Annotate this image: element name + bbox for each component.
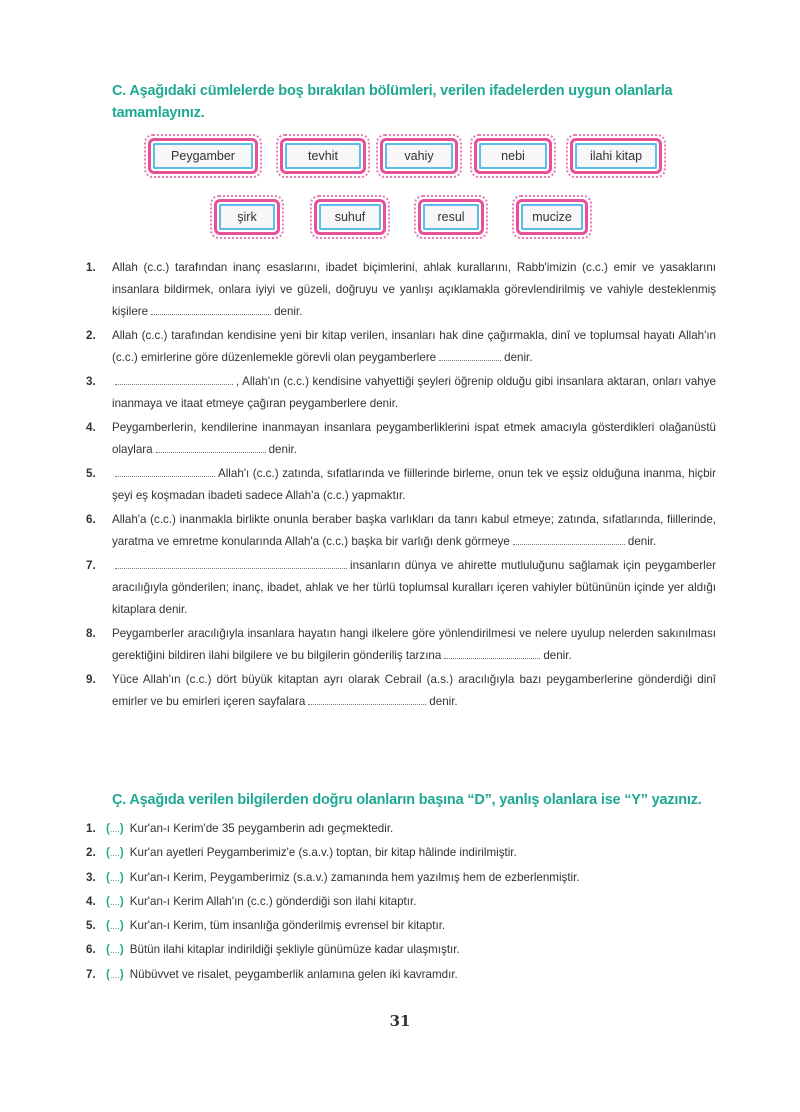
fill-in-item [86, 417, 716, 461]
item-number: 2. [86, 846, 96, 860]
true-false-item [86, 914, 716, 938]
answer-dots: .... [109, 945, 120, 956]
answer-slot[interactable] [106, 919, 124, 932]
section-cc-title: Ç. Aşağıda verilen bilgilerden doğru olanların başına “D”, yanlış olanlara ise “Y” yazınız. [112, 792, 702, 808]
statement-text: Kur'an-ı Kerim Allah'ın (c.c.) gönderdiği son ilahi kitaptır. [129, 894, 417, 908]
item-text-after: denir. [504, 351, 533, 364]
word-box [570, 138, 662, 174]
true-false-item [86, 890, 716, 914]
item-text-before: Allah'a (c.c.) inanmakla birlikte onunla beraber başka varlıkları da tanrı kabul etmeye; zatında, sıfatlarında, fiillerinde, yaratma ve emretme konularında Allah'a (c.c.) başka bir varlığı denk görmeye [112, 513, 716, 548]
word-label: ilahi kitap [589, 149, 643, 163]
answer-dots: .... [109, 848, 120, 859]
answer-slot[interactable] [106, 822, 124, 835]
answer-blank[interactable] [156, 443, 266, 453]
item-text-before: Peygamberlerin, kendilerine inanmayan insanlara peygamberliklerini ispat etmek amacıyla gösterdikleri olağanüstü olaylara [112, 421, 716, 456]
statement-text: Bütün ilahi kitaplar indirildiği şekliyle günümüze kadar ulaşmıştır. [129, 943, 460, 957]
true-false-list [86, 817, 716, 987]
statement-text: Kur'an ayetleri Peygamberimiz'e (s.a.v.) toptan, bir kitap hâlinde indirilmiştir. [129, 846, 517, 860]
statement-text: Kur'an-ı Kerim, Peygamberimiz (s.a.v.) zamanında hem yazılmış hem de ezberlenmiştir. [129, 870, 580, 884]
open-paren: ( [106, 894, 110, 908]
page-number: 31 [389, 1012, 411, 1030]
answer-dots: .... [109, 824, 120, 834]
item-text-after: denir. [627, 535, 657, 548]
true-false-item [86, 938, 716, 962]
word-label: nebi [501, 149, 525, 163]
answer-blank[interactable] [444, 649, 540, 659]
item-text-after: denir. [268, 443, 297, 456]
answer-blank[interactable] [151, 305, 271, 315]
fill-in-item [86, 371, 716, 415]
item-text-after: Allah'ı (c.c.) zatında, sıfatlarında ve fiillerinde birleme, onun tek ve eşsiz olduğuna inanma, hiçbir şeyi eş koşmadan ibadeti sadece Allah'a (c.c.) yapmaktır. [112, 467, 716, 502]
fill-in-item [86, 257, 716, 323]
close-paren: ) [119, 943, 124, 957]
word-label: Peygamber [171, 149, 235, 163]
answer-blank[interactable] [115, 375, 233, 385]
open-paren: ( [106, 919, 110, 933]
answer-slot[interactable] [106, 871, 124, 884]
true-false-item [86, 841, 716, 865]
close-paren: ) [119, 894, 124, 908]
item-number: 3. [86, 375, 96, 388]
item-text-before: Allah (c.c.) tarafından kendisine yeni bir kitap verilen, insanları hak dine çağırmakla, dinî ve toplumsal hayatı Allah'ın (c.c.) emirlerine göre düzenlemekle görevli olan peygamberlere [112, 329, 716, 364]
item-number: 7. [86, 967, 96, 981]
word-box [474, 138, 552, 174]
close-paren: ) [119, 967, 124, 981]
statement-text: Kur'an-ı Kerim'de 35 peygamberin adı geçmektedir. [129, 822, 394, 835]
item-number: 1. [86, 822, 96, 835]
item-number: 1. [86, 261, 96, 274]
word-box [148, 138, 258, 174]
word-box [516, 199, 588, 235]
fill-in-item [86, 463, 716, 507]
answer-slot[interactable] [106, 968, 124, 981]
statement-text: Kur'an-ı Kerim, tüm insanlığa gönderilmiş evrensel bir kitaptır. [129, 919, 446, 933]
close-paren: ) [119, 846, 124, 860]
item-number: 9. [86, 673, 96, 686]
open-paren: ( [106, 846, 110, 860]
answer-blank[interactable] [513, 535, 625, 545]
answer-dots: .... [109, 872, 120, 883]
item-text-before: Yüce Allah'ın (c.c.) dört büyük kitaptan ayrı olarak Cebrail (a.s.) aracılığıyla bazı peygamberlerine gönderdiği dinî emirler ve bu emirleri içeren sayfalara [112, 673, 716, 708]
answer-dots: .... [109, 896, 120, 907]
open-paren: ( [106, 943, 110, 957]
word-label: resul [437, 210, 465, 224]
word-box [214, 199, 280, 235]
item-text-after: insanların dünya ve ahirette mutluluğunu sağlamak için peygamberler aracılığıyla gönderilen; inanç, ibadet, ahlak ve her türlü toplumsal kuralları içeren vahiyler bütününün içinde yer aldığı kitaplara denir. [112, 559, 716, 616]
item-number: 8. [86, 627, 96, 640]
item-number: 5. [86, 467, 96, 480]
answer-blank[interactable] [439, 351, 501, 361]
word-box [380, 138, 458, 174]
answer-blank[interactable] [308, 695, 426, 705]
fill-in-item [86, 623, 716, 667]
statement-text: Nübüvvet ve risalet, peygamberlik anlamına gelen iki kavramdır. [129, 967, 458, 981]
word-label: vahiy [404, 149, 434, 163]
word-bank-row-1 [0, 138, 800, 180]
item-text-after: denir. [429, 695, 458, 708]
item-number: 4. [86, 894, 96, 908]
section-c-title: C. Aşağıdaki cümlelerde boş bırakılan bölümleri, verilen ifadelerden uygun olanlarla tamamlayınız. [112, 83, 673, 121]
item-number: 6. [86, 513, 96, 526]
answer-dots: .... [109, 969, 120, 980]
item-number: 3. [86, 870, 96, 884]
item-text-after: denir. [543, 649, 572, 662]
item-number: 6. [86, 943, 96, 957]
answer-dots: .... [109, 921, 120, 932]
word-box [314, 199, 386, 235]
open-paren: ( [106, 967, 110, 981]
true-false-item [86, 963, 716, 987]
answer-blank[interactable] [115, 559, 347, 569]
answer-slot[interactable] [106, 895, 124, 908]
word-box [280, 138, 366, 174]
open-paren: ( [106, 822, 110, 835]
item-number: 5. [86, 919, 96, 933]
true-false-item [86, 866, 716, 890]
item-text-before: Peygamberler aracılığıyla insanlara hayatın hangi ilkelere göre yönlendirilmesi ve nelere uyulup nelerden sakınılması gerektiğini bildiren ilahi bilgilere ve bu bilgilerin gönderiliş tarzına [112, 627, 716, 662]
item-text-after: , Allah'ın (c.c.) kendisine vahyettiği şeyleri öğrenip olduğu gibi insanlara aktaran, onları vahye inanmaya ve itaat etmeye çağıran peygamberlere denir. [112, 375, 716, 410]
fill-in-item [86, 555, 716, 621]
fill-in-item [86, 325, 716, 369]
item-number: 4. [86, 421, 96, 434]
answer-slot[interactable] [106, 846, 124, 859]
true-false-item [86, 817, 716, 841]
fill-in-item [86, 509, 716, 553]
answer-slot[interactable] [106, 943, 124, 956]
item-text-before: Allah (c.c.) tarafından inanç esaslarını, ibadet biçimlerini, ahlak kurallarını, Rabb'imizin (c.c.) emir ve yasaklarını insanlara bildirmek, onlara iyiyi ve güzeli, doğruyu ve yanlışı açıklamakla görevlendirilmiş ve vahiyle desteklenmiş kişilere [112, 261, 716, 318]
item-text-after: denir. [274, 305, 303, 318]
word-label: tevhit [308, 149, 338, 163]
word-label: mucize [532, 210, 572, 224]
word-box [418, 199, 484, 235]
close-paren: ) [119, 919, 124, 933]
fill-in-list [86, 257, 716, 713]
word-label: suhuf [334, 210, 366, 224]
item-number: 7. [86, 559, 96, 572]
answer-blank[interactable] [115, 467, 215, 477]
word-label: şirk [237, 210, 257, 224]
open-paren: ( [106, 870, 110, 884]
item-number: 2. [86, 329, 96, 342]
close-paren: ) [119, 822, 124, 835]
fill-in-item [86, 669, 716, 713]
close-paren: ) [119, 870, 124, 884]
word-bank-row-2 [0, 199, 800, 241]
